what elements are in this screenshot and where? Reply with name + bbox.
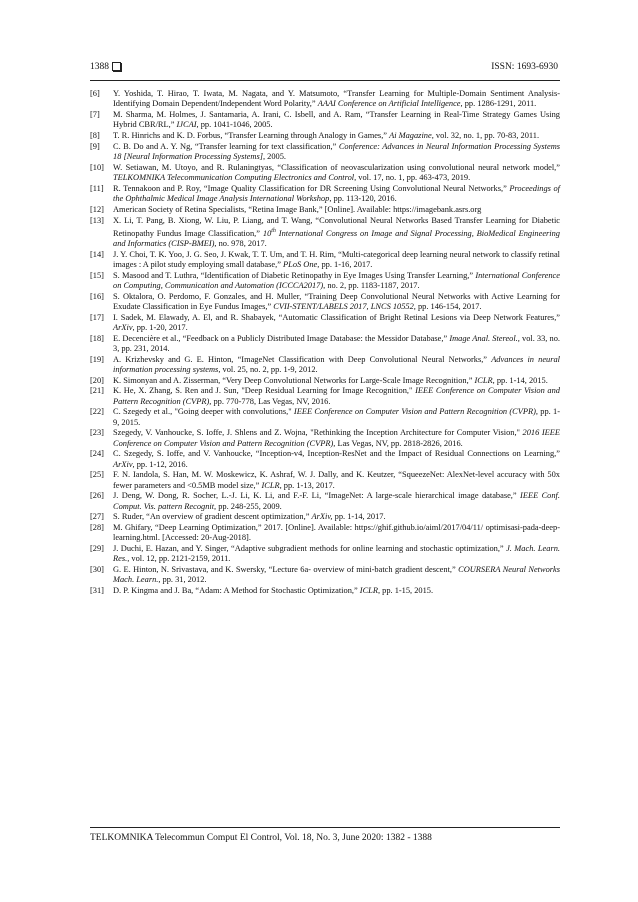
reference-number: [11] [90,183,104,193]
reference-number: [15] [90,270,104,280]
reference-item [90,131,560,141]
reference-number: [29] [90,544,104,554]
reference-venue: International Conference on Computing, Communication and Automation (ICCCA2017) [113,270,560,290]
reference-text: , vol. 17, no. 1, pp. 463-473, 2019. [354,173,471,182]
reference-text: , no. 978, 2017. [214,238,267,248]
reference-venue: IJCAI [176,120,197,130]
reference-item [90,586,560,596]
reference-number: [9] [90,141,100,151]
reference-item [90,355,560,375]
reference-number: [13] [90,215,104,225]
reference-text: , pp. 1-20, 2017. [132,322,188,332]
reference-text: C. Szegedy, S. Ioffe, and V. Vanhoucke, “Inception-v4, Inception-ResNet and the Impact of Residual Connections on Learning,” [113,449,560,459]
reference-text: J. Duchi, E. Hazan, and Y. Singer, “Adaptive subgradient methods for online learning and stochastic optimization,” [113,544,507,554]
reference-text: , pp. 1-16, 2017. [317,259,373,269]
reference-text: pp. 1-14, 2017. [332,512,386,522]
reference-venue: ICLR [359,586,378,596]
reference-number: [31] [90,586,104,596]
reference-venue: Conference: Advances in Neural Information Processing Systems 18 [Neural Information Processing Systems] [113,141,560,161]
reference-text: , pp. 1286-1291, 2011. [460,99,537,109]
reference-text: , pp. 248-255, 2009. [214,501,282,511]
reference-text: S. Oktalora, O. Perdomo, F. Gonzales, and H. Muller, “Training Deep Convolutional Neural Networks with Active Learning for Exudate Classification in Eye Fundus Images,” [113,291,560,311]
reference-venue: CVII-STENT/LABELS 2017, LNCS 10552 [273,301,414,311]
reference-item [90,512,560,522]
reference-text: S. Ruder, “An overview of gradient descent optimization,” [113,512,312,522]
reference-venue: Image Anal. Stereol., [449,333,520,343]
reference-item [90,386,560,406]
reference-venue: ArXiv [113,459,133,469]
reference-text: , pp. 1-14, 2015. [492,375,548,385]
reference-text: , pp. 31, 2012. [158,575,207,585]
reference-text: T. R. Hinrichs and K. D. Forbus, “Transfer Learning through Analogy in Games,” [113,131,390,140]
reference-text: , pp. 1-12, 2016. [132,459,188,469]
reference-item [90,250,560,270]
reference-text: J. Deng, W. Dong, R. Socher, L.-J. Li, K. Li, and F.-F. Li, “ImageNet: A large-scale hierarchical image database,” [113,491,521,501]
reference-item [90,184,560,204]
reference-text: pp. 1-13, 2017. [281,480,335,490]
reference-text: I. Sadek, M. Elawady, A. El, and R. Shabayek, “Automatic Classification of Bright Retinal Lesions via Deep Network Features,” [113,312,560,322]
reference-item [90,491,560,511]
reference-number: [7] [90,110,100,119]
reference-text: K. He, X. Zhang, S. Ren and J. Sun, "Deep Residual Learning for Image Recognition," [113,386,416,396]
reference-text: X. Li, T. Pang, B. Xiong, W. Liu, P. Liang, and T. Wang, “Convolutional Neural Networks Based Transfer Learning for Diabetic Retinopathy Fundus Image Classification,” [113,215,560,238]
reference-number: [6] [90,89,100,98]
reference-text: C. B. Do and A. Y. Ng, “Transfer learning for text classification,” [113,141,339,151]
reference-number: [14] [90,249,104,259]
reference-venue: COURSERA Neural Networks Mach. Learn. [113,565,560,585]
reference-text: , pp. 146-154, 2017. [413,301,482,311]
reference-text: J. Y. Choi, T. K. Yoo, J. G. Seo, J. Kwak, T. T. Um, and T. H. Rim, “Multi-categorical deep learning neural network to classify retinal images : A pilot study employing small database,” [113,249,560,269]
reference-text: M. Ghifary, “Deep Learning Optimization,” 2017. [Online]. Available: https://ghif.github.io/aiml/2017/04/11/ optimisasi-pada-deep-learning.html. [Accessed: 20-Aug-2018]. [113,523,560,543]
reference-item [90,376,560,386]
reference-text: , 2005. [262,152,286,161]
reference-venue: International Congress on Image and Signal Processing, BioMedical Engineering and Informatics (CISP-BMEI) [113,228,560,248]
reference-number: [10] [90,162,104,172]
reference-venue: IEEE Conf. Comput. Vis. pattern Recognit [113,491,560,511]
reference-text: G. E. Hinton, N. Srivastava, and K. Swersky, “Lecture 6a- overview of mini-batch gradient descent,” [113,565,459,575]
reference-item [90,334,560,354]
reference-item [90,205,560,215]
reference-venue: th [271,227,276,234]
reference-number: [19] [90,354,104,364]
reference-text: M. Sharma, M. Holmes, J. Santamaria, A. Irani, C. Isbell, and A. Ram, “Transfer Learning in Real-Time Strategy Games Using Hybrid CBR/RL,” [113,110,560,130]
reference-item [90,544,560,564]
reference-venue: ICLR, [261,480,282,490]
reference-number: [22] [90,407,104,417]
reference-text: American Society of Retina Specialists, “Retina Image Bank,” [Online]. Available: https://imagebank.asrs.org [113,204,482,214]
reference-item [90,428,560,448]
reference-text: Y. Yoshida, T. Hirao, T. Iwata, M. Nagata, and Y. Matsumoto, “Transfer Learning for Multiple-Domain Sentiment Analysis-Identifying Domain Dependent/Independent Word Polarity,” [113,89,560,109]
reference-text: D. P. Kingma and J. Ba, “Adam: A Method for Stochastic Optimization,” [113,586,360,596]
footer-citation: TELKOMNIKA Telecommun Comput El Control, Vol. 18, No. 3, June 2020: 1382 - 1388 [90,833,432,843]
reference-venue: Advances in neural information processing systems [113,354,560,374]
reference-item [90,449,560,469]
reference-text: C. Szegedy et al., "Going deeper with convolutions," [113,407,294,417]
reference-venue: ArXiv, [311,512,333,522]
reference-item [90,89,560,109]
reference-item [90,407,560,427]
reference-number: [28] [90,523,104,533]
reference-text: F. N. Iandola, S. Han, M. W. Moskewicz, K. Ashraf, W. J. Dally, and K. Keutzer, “SqueezeNet: AlexNet-level accuracy with 50x fewer parameters and <0.5MB model size,” [113,470,560,490]
reference-number: [25] [90,470,104,480]
reference-text: Szegedy, V. Vanhoucke, S. Ioffe, J. Shlens and Z. Wojna, "Rethinking the Inception Architecture for Computer Vision," [113,428,523,438]
reference-venue: PLoS One [283,259,318,269]
reference-number: [16] [90,291,104,301]
reference-venue: TELKOMNIKA Telecommunication Computing Electronics and Control [113,173,355,182]
issn-label: ISSN: 1693-6930 [491,62,558,72]
reference-item [90,313,560,333]
reference-number: [24] [90,449,104,459]
reference-text: , pp. 1041-1046, 2005. [196,120,273,130]
reference-number: [20] [90,375,104,385]
reference-list [90,89,560,597]
reference-venue: ICLR [474,375,493,385]
reference-item [90,142,560,162]
page-footer [90,827,560,843]
reference-text: K. Simonyan and A. Zisserman, “Very Deep Convolutional Networks for Large-Scale Image Recognition,” [113,375,475,385]
reference-number: [17] [90,312,104,322]
reference-venue: IEEE Conference on Computer Vision and Pattern Recognition (CVPR), [113,386,560,406]
reference-text: A. Krizhevsky and G. E. Hinton, “ImageNet Classification with Deep Convolutional Neural Networks,” [113,354,492,364]
reference-text: , vol. 32, no. 1, pp. 70-83, 2011. [431,131,540,140]
reference-venue: 2016 IEEE Conference on Computer Vision and Pattern Recognition (CVPR), [113,428,561,448]
reference-item [90,523,560,543]
reference-text: E. Decencière et al., “Feedback on a Publicly Distributed Image Database: the Messidor Database,” [113,333,450,343]
reference-number: [12] [90,204,104,214]
reference-text: , pp. 1-15, 2015. [377,586,434,596]
reference-text: R. Tennakoon and P. Roy, “Image Quality Classification for DR Screening Using Convolutional Neural Networks,” [113,183,510,193]
reference-text: S. Masood and T. Luthra, “Identification of Diabetic Retinopathy in Eye Images Using Transfer Learning,” [113,270,476,280]
reference-text: pp. 770-778, Las Vegas, NV, 2016. [211,396,331,406]
reference-number: [30] [90,565,104,575]
reference-text: , vol. 25, no. 2, pp. 1-9, 2012. [218,364,318,374]
page-header [90,58,560,81]
reference-number: [8] [90,131,100,140]
reference-number: [27] [90,512,104,522]
reference-number: [26] [90,491,104,501]
reference-text: vol. 33, no. 3, pp. 231, 2014. [113,333,560,353]
reference-number: [21] [90,386,104,396]
reference-item [90,292,560,312]
reference-text: , no. 2, pp. 1183-1187, 2017. [323,280,420,290]
reference-venue: AAAI Conference on Artificial Intelligence [317,99,461,109]
reference-text: Las Vegas, NV, pp. 2818-2826, 2016. [335,438,463,448]
reference-venue: J. Mach. Learn. Res. [113,544,560,564]
reference-number: [23] [90,428,104,438]
reference-text: , pp. 113-120, 2016. [329,194,397,203]
reference-number: [18] [90,333,104,343]
reference-item [90,216,560,249]
reference-venue: ArXiv [113,322,133,332]
reference-item [90,163,560,183]
square-box-icon [112,62,121,71]
reference-item [90,110,560,130]
reference-venue: IEEE Conference on Computer Vision and Pattern Recognition (CVPR) [293,407,536,417]
reference-item [90,271,560,291]
page-number: 1388 [90,62,109,72]
reference-text: , pp. 1-9, 2015. [113,407,561,427]
reference-text: W. Setiawan, M. Utoyo, and R. Rulaningtyas, “Classification of neovascularization using convolutional neural network model,” [113,162,560,172]
reference-item [90,470,560,490]
reference-text: , vol. 12, pp. 2121-2159, 2011. [127,554,231,564]
reference-venue: Ai Magazine [389,131,432,140]
reference-venue: Proceedings of the Ophthalmic Medical Image Analysis International Workshop [113,183,560,203]
reference-venue: 10 [262,228,272,238]
reference-item [90,565,560,585]
